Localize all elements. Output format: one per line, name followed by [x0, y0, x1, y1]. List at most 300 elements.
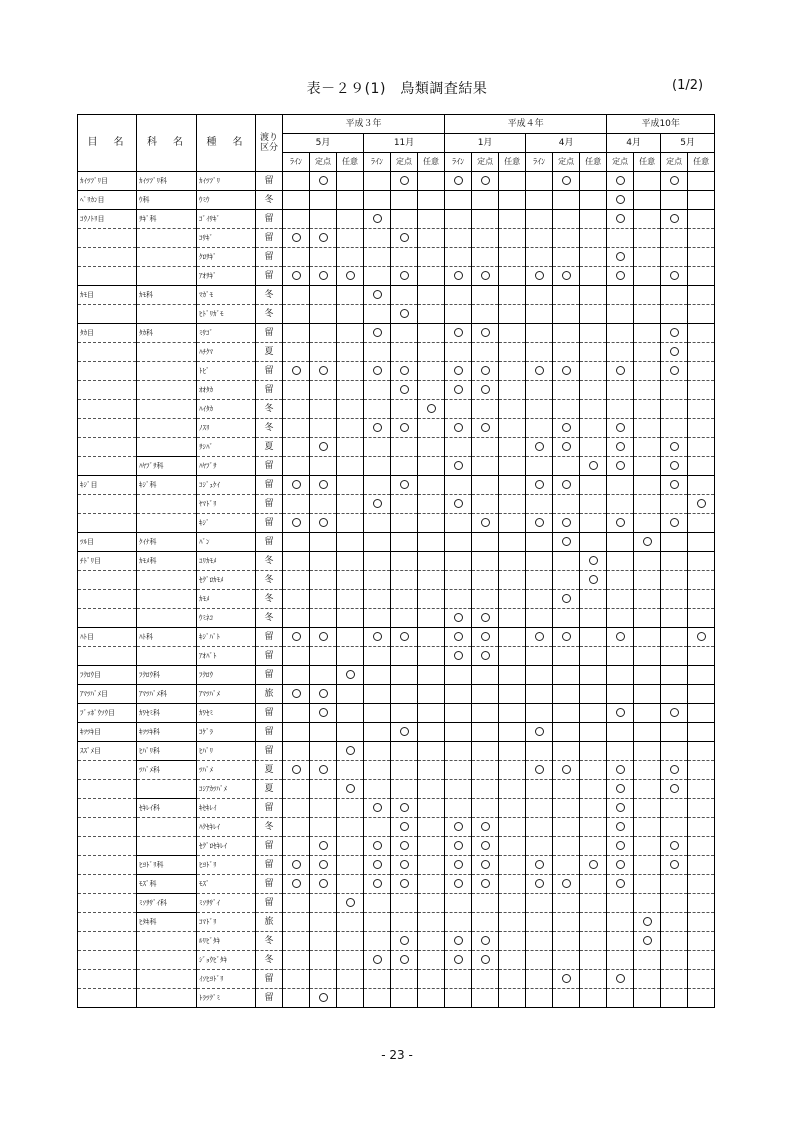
family-cell: [137, 780, 197, 799]
empty-cell: [499, 894, 526, 913]
species-cell: ﾊﾁｸﾏ: [197, 343, 256, 362]
empty-cell: [445, 343, 472, 362]
empty-cell: [337, 495, 364, 514]
empty-cell: [283, 552, 310, 571]
empty-cell: [283, 742, 310, 761]
empty-cell: [661, 609, 688, 628]
empty-cell: [418, 533, 445, 552]
empty-cell: [283, 970, 310, 989]
empty-cell: [310, 533, 337, 552]
table-row: [78, 761, 715, 780]
empty-cell: [688, 666, 715, 685]
empty-cell: [688, 457, 715, 476]
empty-cell: [661, 495, 688, 514]
empty-cell: [283, 172, 310, 191]
empty-cell: [310, 305, 337, 324]
empty-cell: [526, 191, 553, 210]
empty-cell: [391, 248, 418, 267]
empty-cell: [634, 191, 661, 210]
empty-cell: [337, 913, 364, 932]
empty-cell: [283, 381, 310, 400]
empty-cell: [607, 951, 634, 970]
empty-cell: [310, 381, 337, 400]
empty-cell: [526, 324, 553, 343]
observed-mark: [472, 267, 499, 286]
observed-mark: [337, 894, 364, 913]
observed-mark: [364, 951, 391, 970]
table-row: [78, 932, 715, 951]
empty-cell: [607, 476, 634, 495]
empty-cell: [526, 685, 553, 704]
empty-cell: [580, 799, 607, 818]
order-cell: ﾂﾙ目: [78, 533, 137, 552]
empty-cell: [445, 191, 472, 210]
empty-cell: [445, 210, 472, 229]
empty-cell: [688, 780, 715, 799]
observed-mark: [472, 951, 499, 970]
empty-cell: [661, 286, 688, 305]
table-row: [78, 438, 715, 457]
species-cell: ｺﾏﾄﾞﾘ: [197, 913, 256, 932]
empty-cell: [445, 286, 472, 305]
empty-cell: [283, 286, 310, 305]
empty-cell: [472, 191, 499, 210]
species-cell: ﾓｽﾞ: [197, 875, 256, 894]
empty-cell: [337, 609, 364, 628]
header-year-h10: 平成10年: [607, 115, 715, 134]
empty-cell: [310, 799, 337, 818]
empty-cell: [499, 400, 526, 419]
empty-cell: [688, 723, 715, 742]
observed-mark: [472, 362, 499, 381]
species-cell: ｷｾｷﾚｲ: [197, 799, 256, 818]
empty-cell: [337, 647, 364, 666]
header-method: 任意: [418, 153, 445, 172]
species-cell: ﾋﾖﾄﾞﾘ: [197, 856, 256, 875]
species-cell: ﾙﾘﾋﾞﾀｷ: [197, 932, 256, 951]
empty-cell: [472, 723, 499, 742]
empty-cell: [580, 191, 607, 210]
empty-cell: [634, 780, 661, 799]
species-cell: ｷｼﾞ: [197, 514, 256, 533]
family-cell: ｾｷﾚｲ科: [137, 799, 197, 818]
observed-mark: [472, 875, 499, 894]
empty-cell: [364, 666, 391, 685]
species-cell: ﾐｻｺﾞ: [197, 324, 256, 343]
empty-cell: [688, 514, 715, 533]
empty-cell: [661, 932, 688, 951]
species-cell: ｳﾐﾈｺ: [197, 609, 256, 628]
empty-cell: [418, 552, 445, 571]
observed-mark: [310, 761, 337, 780]
observed-mark: [553, 267, 580, 286]
empty-cell: [661, 191, 688, 210]
empty-cell: [553, 685, 580, 704]
observed-mark: [607, 704, 634, 723]
observed-mark: [364, 495, 391, 514]
empty-cell: [688, 191, 715, 210]
family-cell: ﾊﾔﾌﾞｻ科: [137, 457, 197, 476]
order-cell: ｷﾂﾂｷ目: [78, 723, 137, 742]
empty-cell: [445, 913, 472, 932]
species-cell: ﾌｸﾛｳ: [197, 666, 256, 685]
observed-mark: [472, 419, 499, 438]
empty-cell: [688, 742, 715, 761]
empty-cell: [310, 742, 337, 761]
empty-cell: [364, 818, 391, 837]
empty-cell: [283, 400, 310, 419]
empty-cell: [391, 989, 418, 1008]
empty-cell: [364, 400, 391, 419]
species-cell: ｲｿﾋﾖﾄﾞﾘ: [197, 970, 256, 989]
empty-cell: [580, 666, 607, 685]
page-title: 表－２９(1) 鳥類調査結果: [306, 81, 488, 97]
empty-cell: [526, 970, 553, 989]
empty-cell: [688, 438, 715, 457]
empty-cell: [445, 590, 472, 609]
empty-cell: [526, 742, 553, 761]
observed-mark: [310, 704, 337, 723]
empty-cell: [310, 666, 337, 685]
observed-mark: [310, 362, 337, 381]
empty-cell: [391, 457, 418, 476]
observed-mark: [472, 324, 499, 343]
empty-cell: [364, 248, 391, 267]
empty-cell: [283, 780, 310, 799]
empty-cell: [445, 514, 472, 533]
empty-cell: [634, 609, 661, 628]
empty-cell: [391, 609, 418, 628]
family-cell: [137, 305, 197, 324]
empty-cell: [499, 761, 526, 780]
empty-cell: [688, 951, 715, 970]
empty-cell: [418, 609, 445, 628]
family-cell: [137, 381, 197, 400]
header-month: 11月: [364, 134, 445, 153]
empty-cell: [526, 609, 553, 628]
empty-cell: [391, 970, 418, 989]
observed-mark: [661, 438, 688, 457]
table-row: [78, 533, 715, 552]
header-method: 任意: [337, 153, 364, 172]
empty-cell: [283, 894, 310, 913]
species-cell: ｶﾓﾒ: [197, 590, 256, 609]
empty-cell: [472, 343, 499, 362]
order-cell: ｶﾓ目: [78, 286, 137, 305]
empty-cell: [661, 913, 688, 932]
empty-cell: [391, 191, 418, 210]
family-cell: [137, 419, 197, 438]
empty-cell: [283, 704, 310, 723]
observed-mark: [526, 856, 553, 875]
table-row: [78, 970, 715, 989]
empty-cell: [526, 913, 553, 932]
empty-cell: [634, 419, 661, 438]
migration-cell: 冬: [256, 400, 283, 419]
observed-mark: [553, 438, 580, 457]
migration-cell: 留: [256, 514, 283, 533]
header-method: ﾗｲﾝ: [283, 153, 310, 172]
order-cell: [78, 248, 137, 267]
empty-cell: [337, 305, 364, 324]
empty-cell: [418, 970, 445, 989]
header-month: 4月: [607, 134, 661, 153]
empty-cell: [688, 647, 715, 666]
observed-mark: [607, 362, 634, 381]
empty-cell: [499, 856, 526, 875]
empty-cell: [661, 533, 688, 552]
empty-cell: [472, 685, 499, 704]
empty-cell: [499, 457, 526, 476]
family-cell: ｶﾓ科: [137, 286, 197, 305]
empty-cell: [688, 552, 715, 571]
observed-mark: [445, 419, 472, 438]
empty-cell: [364, 343, 391, 362]
empty-cell: [283, 419, 310, 438]
order-cell: ｶｲﾂﾌﾞﾘ目: [78, 172, 137, 191]
empty-cell: [661, 628, 688, 647]
empty-cell: [364, 305, 391, 324]
order-cell: [78, 514, 137, 533]
empty-cell: [499, 191, 526, 210]
observed-mark: [445, 628, 472, 647]
order-cell: ｱﾏﾂﾊﾞﾒ目: [78, 685, 137, 704]
species-cell: ﾄﾗﾂｸﾞﾐ: [197, 989, 256, 1008]
species-cell: ﾋﾄﾞﾘｶﾞﾓ: [197, 305, 256, 324]
empty-cell: [418, 856, 445, 875]
observed-mark: [634, 533, 661, 552]
empty-cell: [607, 343, 634, 362]
empty-cell: [526, 210, 553, 229]
empty-cell: [661, 742, 688, 761]
empty-cell: [418, 419, 445, 438]
observed-mark: [661, 856, 688, 875]
empty-cell: [634, 742, 661, 761]
observed-mark: [607, 267, 634, 286]
species-cell: ﾋﾊﾞﾘ: [197, 742, 256, 761]
observed-mark: [526, 628, 553, 647]
empty-cell: [418, 913, 445, 932]
empty-cell: [607, 894, 634, 913]
empty-cell: [634, 647, 661, 666]
observed-mark: [661, 172, 688, 191]
empty-cell: [688, 229, 715, 248]
observed-mark: [364, 210, 391, 229]
empty-cell: [364, 780, 391, 799]
empty-cell: [472, 780, 499, 799]
empty-cell: [391, 343, 418, 362]
species-cell: ﾐｿｻｻﾞｲ: [197, 894, 256, 913]
empty-cell: [526, 989, 553, 1008]
observed-mark: [688, 495, 715, 514]
observed-mark: [445, 951, 472, 970]
table-row: [78, 210, 715, 229]
empty-cell: [283, 438, 310, 457]
observed-mark: [364, 286, 391, 305]
observed-mark: [391, 818, 418, 837]
empty-cell: [391, 533, 418, 552]
empty-cell: [634, 951, 661, 970]
empty-cell: [418, 685, 445, 704]
empty-cell: [499, 514, 526, 533]
observed-mark: [526, 476, 553, 495]
family-cell: [137, 362, 197, 381]
observed-mark: [607, 837, 634, 856]
empty-cell: [634, 324, 661, 343]
empty-cell: [553, 723, 580, 742]
observed-mark: [607, 818, 634, 837]
empty-cell: [688, 932, 715, 951]
migration-cell: 留: [256, 875, 283, 894]
header-method: 定点: [553, 153, 580, 172]
empty-cell: [526, 799, 553, 818]
empty-cell: [634, 438, 661, 457]
observed-mark: [445, 495, 472, 514]
order-cell: [78, 267, 137, 286]
empty-cell: [553, 457, 580, 476]
order-cell: [78, 913, 137, 932]
empty-cell: [553, 381, 580, 400]
order-cell: ｷｼﾞ目: [78, 476, 137, 495]
migration-cell: 留: [256, 970, 283, 989]
empty-cell: [607, 609, 634, 628]
family-cell: ｶﾓﾒ科: [137, 552, 197, 571]
table-row: [78, 343, 715, 362]
observed-mark: [283, 685, 310, 704]
empty-cell: [418, 989, 445, 1008]
empty-cell: [634, 400, 661, 419]
empty-cell: [364, 457, 391, 476]
empty-cell: [688, 856, 715, 875]
empty-cell: [283, 324, 310, 343]
empty-cell: [418, 761, 445, 780]
empty-cell: [337, 989, 364, 1008]
empty-cell: [283, 457, 310, 476]
migration-cell: 留: [256, 495, 283, 514]
species-cell: ｾｸﾞﾛｾｷﾚｲ: [197, 837, 256, 856]
table-row: [78, 324, 715, 343]
migration-cell: 留: [256, 647, 283, 666]
empty-cell: [364, 267, 391, 286]
order-cell: [78, 362, 137, 381]
migration-cell: 留: [256, 476, 283, 495]
empty-cell: [337, 343, 364, 362]
observed-mark: [661, 780, 688, 799]
empty-cell: [634, 818, 661, 837]
empty-cell: [418, 305, 445, 324]
table-row: [78, 818, 715, 837]
order-cell: [78, 343, 137, 362]
empty-cell: [283, 191, 310, 210]
observed-mark: [310, 837, 337, 856]
order-cell: [78, 609, 137, 628]
species-cell: ｾｸﾞﾛｶﾓﾒ: [197, 571, 256, 590]
observed-mark: [472, 856, 499, 875]
observed-mark: [364, 628, 391, 647]
empty-cell: [526, 343, 553, 362]
observed-mark: [364, 324, 391, 343]
observed-mark: [607, 248, 634, 267]
empty-cell: [580, 932, 607, 951]
empty-cell: [607, 913, 634, 932]
empty-cell: [472, 913, 499, 932]
empty-cell: [310, 457, 337, 476]
empty-cell: [472, 761, 499, 780]
observed-mark: [445, 856, 472, 875]
empty-cell: [607, 723, 634, 742]
table-row: [78, 362, 715, 381]
empty-cell: [472, 894, 499, 913]
observed-mark: [607, 761, 634, 780]
empty-cell: [418, 666, 445, 685]
empty-cell: [310, 894, 337, 913]
header-method: 任意: [580, 153, 607, 172]
empty-cell: [553, 571, 580, 590]
empty-cell: [607, 381, 634, 400]
empty-cell: [499, 666, 526, 685]
header-method: 定点: [661, 153, 688, 172]
empty-cell: [580, 951, 607, 970]
empty-cell: [283, 495, 310, 514]
empty-cell: [634, 495, 661, 514]
species-cell: ｵｵﾀｶ: [197, 381, 256, 400]
observed-mark: [310, 628, 337, 647]
empty-cell: [661, 799, 688, 818]
empty-cell: [634, 685, 661, 704]
empty-cell: [634, 210, 661, 229]
migration-cell: 留: [256, 172, 283, 191]
empty-cell: [553, 913, 580, 932]
empty-cell: [553, 856, 580, 875]
empty-cell: [661, 229, 688, 248]
observed-mark: [337, 780, 364, 799]
empty-cell: [553, 191, 580, 210]
empty-cell: [499, 875, 526, 894]
species-cell: ｺｹﾞﾗ: [197, 723, 256, 742]
species-cell: ﾂﾊﾞﾒ: [197, 761, 256, 780]
empty-cell: [364, 932, 391, 951]
empty-cell: [688, 210, 715, 229]
empty-cell: [364, 647, 391, 666]
empty-cell: [310, 419, 337, 438]
observed-mark: [607, 172, 634, 191]
header-method: 定点: [472, 153, 499, 172]
order-cell: ﾁﾄﾞﾘ目: [78, 552, 137, 571]
header-order: 目 名: [78, 115, 137, 172]
observed-mark: [472, 514, 499, 533]
empty-cell: [661, 951, 688, 970]
empty-cell: [337, 951, 364, 970]
empty-cell: [688, 761, 715, 780]
empty-cell: [418, 894, 445, 913]
empty-cell: [634, 666, 661, 685]
empty-cell: [364, 704, 391, 723]
family-cell: ﾋﾖﾄﾞﾘ科: [137, 856, 197, 875]
order-cell: [78, 647, 137, 666]
empty-cell: [499, 305, 526, 324]
table-row: [78, 723, 715, 742]
empty-cell: [364, 685, 391, 704]
empty-cell: [337, 172, 364, 191]
table-row: [78, 267, 715, 286]
migration-cell: 夏: [256, 780, 283, 799]
empty-cell: [607, 495, 634, 514]
empty-cell: [661, 723, 688, 742]
observed-mark: [445, 362, 472, 381]
page-number: - 23 -: [381, 1048, 413, 1062]
empty-cell: [580, 324, 607, 343]
empty-cell: [337, 818, 364, 837]
